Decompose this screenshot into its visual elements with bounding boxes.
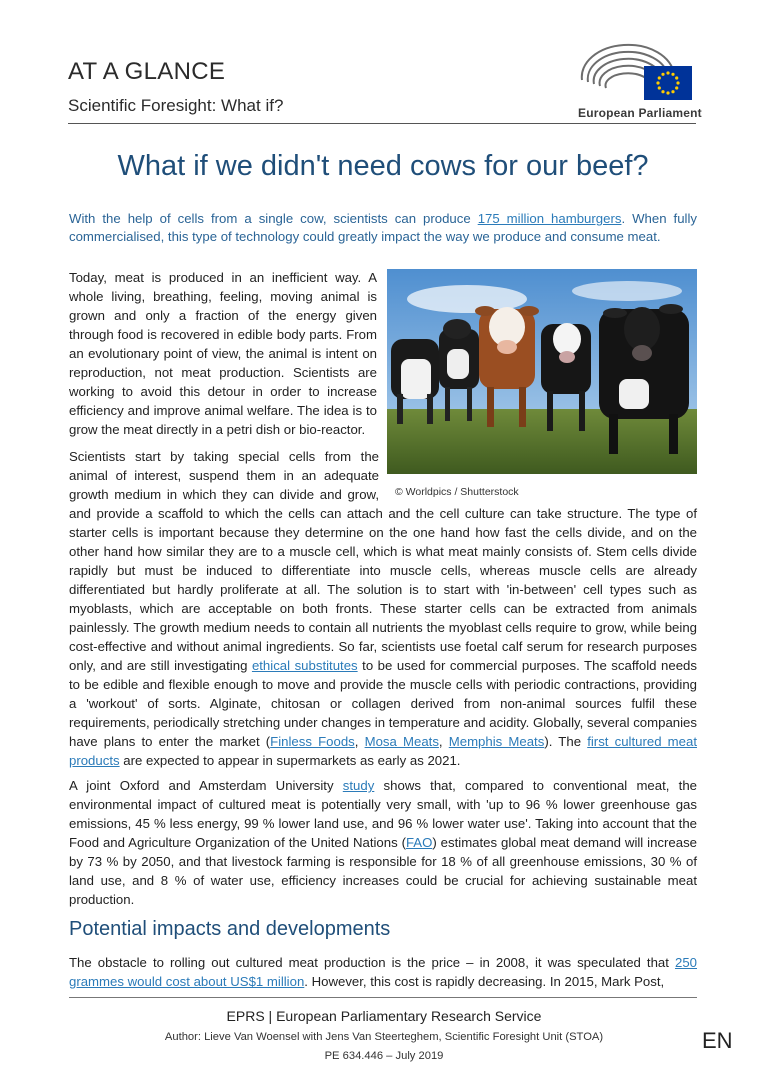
- environment-paragraph: [69, 776, 697, 909]
- method-text-2: to be used for commercial purposes. The scaffold needs to be edible and flexible enough to move and provide the muscle cells with periodic contractions, providing a 'workout' of sorts. Alginate, chitosan or collagen derived from non-animal sources fulfil these requirements, periodically stretching under changes in temperature and acidity. Globally, several companies have plans to enter the market (: [69, 658, 697, 749]
- ethical-substitutes-link[interactable]: ethical substitutes: [251, 658, 358, 673]
- photo-credit: © Worldpics / Shutterstock: [395, 486, 519, 498]
- lead-text: With the help of cells from a single cow, scientists can produce: [69, 211, 478, 226]
- price-link[interactable]: 250 grammes would cost about US$1 million: [69, 955, 697, 989]
- method-text-4: are expected to appear in supermarkets as early as 2021.: [119, 753, 461, 768]
- price-text-2: . However, this cost is rapidly decreasing. In 2015, Mark Post,: [304, 974, 665, 989]
- hamburgers-link[interactable]: 175 million hamburgers: [477, 211, 622, 226]
- method-paragraph: [69, 447, 697, 770]
- price-text-1: The obstacle to rolling out cultured meat production is the price – in 2008, it was speculated that: [69, 955, 675, 970]
- method-text-3: ). The: [544, 734, 588, 749]
- study-link[interactable]: study: [342, 778, 375, 793]
- footer-author: Author: Lieve Van Woensel with Jens Van Steerteghem, Scientific Foresight Unit (STOA): [164, 1031, 604, 1043]
- price-paragraph: [69, 953, 697, 991]
- header-series: Scientific Foresight: What if?: [68, 96, 284, 115]
- env-text-1: A joint Oxford and Amsterdam University: [69, 778, 343, 793]
- separator: ,: [438, 734, 449, 749]
- cows-photo: [387, 269, 697, 474]
- mosa-meats-link[interactable]: Mosa Meats: [364, 734, 439, 749]
- header-kicker: AT A GLANCE: [68, 58, 226, 85]
- section-heading: Potential impacts and developments: [69, 918, 391, 940]
- memphis-meats-link[interactable]: Memphis Meats: [448, 734, 545, 749]
- page-title: What if we didn't need cows for our beef?: [117, 150, 649, 182]
- first-products-link[interactable]: first cultured meat products: [69, 734, 698, 768]
- footer-reference: PE 634.446 – July 2019: [324, 1050, 444, 1062]
- lead-paragraph: [69, 210, 697, 246]
- lead-text-end: . When fully commercialised, this type of technology could greatly impact the way we produce and consume meat.: [69, 211, 697, 244]
- footer-service: EPRS | European Parliamentary Research Service: [226, 1008, 542, 1024]
- finless-foods-link[interactable]: Finless Foods: [270, 734, 355, 749]
- intro-paragraph: Today, meat is produced in an inefficient way. A whole living, breathing, feeling, moving animal is grown and only a fraction of the energy given through food is recovered in edible body parts. From an evolutionary point of view, the animal is intent on reproduction, not meat production. Scientists are working to avoid this detour in order to increase efficiency and improve animal welfare. The idea is to grow the meat directly in a petri dish or bio-reactor.: [69, 270, 377, 437]
- photo-wrap-space: [379, 447, 697, 504]
- language-code: EN: [702, 1028, 733, 1053]
- env-text-2: shows that, compared to conventional meat, the environmental impact of cultured meat is potentially very small, with 'up to 96 % lower greenhouse gas emissions, 45 % less energy, 99 % lower land use, and 96 % lower water use'. Taking into account that the Food and Agriculture Organization of the United Nations (: [69, 778, 697, 850]
- fao-link[interactable]: FAO: [405, 835, 433, 850]
- footer-divider: [69, 997, 697, 998]
- method-text-1: Scientists start by taking special cells from the animal of interest, suspend them in an adequate growth medium in which they can divide and grow, and provide a scaffold to which the cells can attach and the cell culture can take structure. The type of starter cells is important because they determine on the one hand how fast the cells divide, and on the other hand how similar they are to a muscle cell, which is what meat mainly consists of. Stem cells divide rapidly but must be induced to differentiate into muscle cells, whereas muscle cells are already differentiated but hardly proliferate at all. The solution is to start with 'in-between' cell types such as myoblasts, which are acceptable on both fronts. These starter cells can be extracted from animals painlessly. The growth medium needs to contain all nutrients the myoblast cells require to grow, while being cost-effective and without animal ingredients. So far, scientists use foetal calf serum for research purposes only, and are still investigating: [69, 449, 697, 673]
- env-text-3: ) estimates global meat demand will increase by 73 % by 2050, and that livestock farming is responsible for 18 % of all greenhouse emissions, 30 % of land use, and 8 % of water use, efficiency increases could be crucial for achieving sustainable meat production.: [69, 835, 697, 907]
- logo-label: European Parliament: [578, 106, 702, 120]
- separator: ,: [354, 734, 365, 749]
- eu-flag-icon: [644, 66, 692, 100]
